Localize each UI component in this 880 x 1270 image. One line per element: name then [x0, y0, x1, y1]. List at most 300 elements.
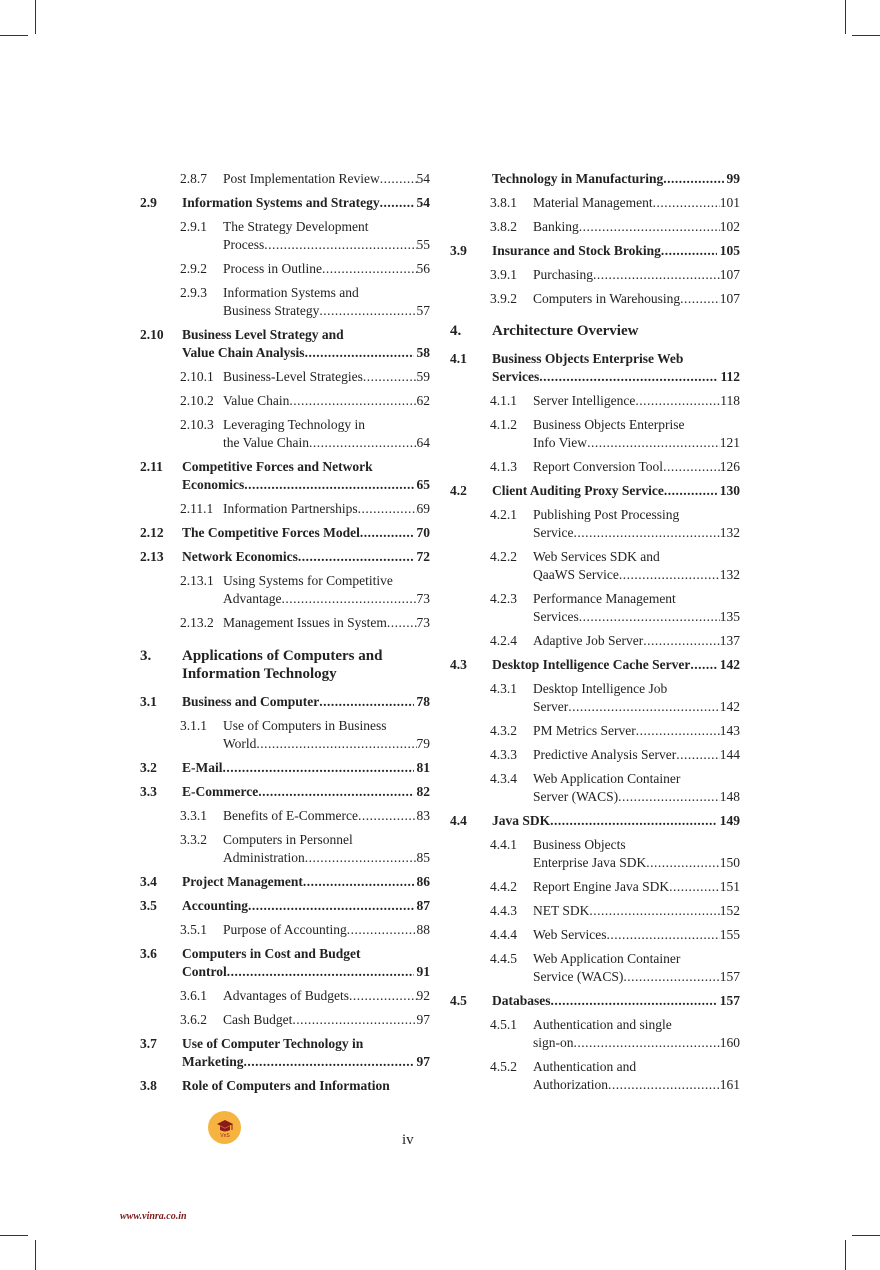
entry-page: 144: [719, 747, 740, 762]
entry-title: Info View: [533, 435, 588, 450]
entry-number: 3.3.1: [180, 808, 207, 823]
toc-subsection[interactable]: [450, 506, 740, 542]
entry-page: 151: [719, 879, 740, 894]
dot-leader: [593, 266, 720, 284]
entry-number: 3.6.1: [180, 988, 207, 1003]
entry-title: Using Systems for Competitive: [223, 573, 393, 588]
entry-title: Post Implementation Review: [223, 171, 380, 186]
entry-number: 4.1.3: [490, 459, 517, 474]
entry-title: Project Management: [182, 874, 303, 889]
entry-number: 2.9: [140, 195, 157, 210]
dot-leader: [358, 807, 417, 825]
entry-title: Predictive Analysis Server: [533, 747, 677, 762]
toc-section[interactable]: [140, 783, 430, 801]
entry-page: 81: [416, 760, 430, 775]
entry-page: 160: [719, 1035, 740, 1050]
toc-section[interactable]: [140, 458, 430, 494]
entry-number: 4.1: [450, 351, 467, 366]
dot-leader: [309, 434, 417, 452]
entry-title: Competitive Forces and Network: [182, 459, 373, 474]
entry-title: Report Engine Java SDK: [533, 879, 670, 894]
entry-title: Management Issues in System: [223, 615, 387, 630]
entry-number: 4.: [450, 323, 462, 339]
dot-leader: [664, 482, 717, 500]
entry-title: Advantage: [223, 591, 282, 606]
entry-title: Services: [492, 369, 540, 384]
entry-page: 56: [416, 261, 430, 276]
toc-subsection[interactable]: [450, 416, 740, 452]
entry-page: 142: [719, 699, 740, 714]
entry-title: Information Technology: [182, 666, 337, 682]
entry-number: 3.1.1: [180, 718, 207, 733]
entry-title: Web Application Container: [533, 771, 681, 786]
toc-subsection[interactable]: [450, 1058, 740, 1094]
entry-title: The Competitive Forces Model: [182, 525, 360, 540]
entry-page: 58: [416, 345, 430, 360]
toc-column-right: [450, 170, 740, 1100]
toc-subsection[interactable]: [140, 218, 430, 254]
dot-leader: [223, 759, 414, 777]
entry-title: Information Systems and: [223, 285, 359, 300]
dot-leader: [635, 392, 720, 410]
toc-subsection[interactable]: [450, 770, 740, 806]
entry-title: Services: [533, 609, 579, 624]
dot-leader: [587, 434, 720, 452]
entry-page: 137: [719, 633, 740, 648]
publisher-logo: [208, 1111, 241, 1144]
entry-page: 148: [719, 789, 740, 804]
dot-leader: [568, 698, 720, 716]
dot-leader: [589, 902, 719, 920]
toc-subsection[interactable]: [450, 902, 740, 920]
dot-leader: [663, 170, 723, 188]
dot-leader: [573, 524, 719, 542]
entry-page: 107: [719, 267, 740, 282]
entry-page: 126: [719, 459, 740, 474]
entry-page: 70: [416, 525, 430, 540]
toc-section[interactable]: [450, 812, 740, 830]
dot-leader: [387, 614, 417, 632]
dot-leader: [669, 878, 720, 896]
entry-number: 2.10.2: [180, 393, 214, 408]
dot-leader: [363, 368, 417, 386]
toc-subsection[interactable]: [450, 590, 740, 626]
footer-url: www.vinra.co.in: [120, 1211, 187, 1222]
entry-title: Control: [182, 964, 227, 979]
dot-leader: [319, 302, 416, 320]
entry-title: Benefits of E-Commerce: [223, 808, 358, 823]
dot-leader: [289, 392, 416, 410]
toc-subsection[interactable]: [140, 170, 430, 188]
entry-number: 2.10.1: [180, 369, 214, 384]
toc-subsection[interactable]: [140, 260, 430, 278]
toc-section[interactable]: [140, 759, 430, 777]
dot-leader: [360, 524, 414, 542]
entry-page: 55: [416, 237, 430, 252]
dot-leader: [663, 458, 720, 476]
entry-title: Server: [533, 699, 569, 714]
entry-number: 3.9.1: [490, 267, 517, 282]
entry-number: [450, 170, 492, 188]
toc-subsection[interactable]: [450, 878, 740, 896]
toc-subsection[interactable]: [140, 614, 430, 632]
entry-title: Process in Outline: [223, 261, 322, 276]
entry-page: 155: [719, 927, 740, 942]
dot-leader: [619, 566, 720, 584]
entry-title: Authentication and: [533, 1059, 637, 1074]
crop-mark: [845, 1240, 846, 1270]
entry-number: 2.13.1: [180, 573, 214, 588]
toc-subsection[interactable]: [450, 632, 740, 650]
entry-title: Business Objects: [533, 837, 626, 852]
entry-number: 4.2: [450, 483, 467, 498]
dot-leader: [646, 854, 720, 872]
toc-section[interactable]: [140, 897, 430, 915]
entry-title: Use of Computer Technology in: [182, 1036, 364, 1051]
crop-mark: [35, 0, 36, 34]
toc-section[interactable]: [450, 170, 740, 188]
entry-page: 130: [719, 483, 740, 498]
entry-title: Business-Level Strategies: [223, 369, 363, 384]
toc-subsection[interactable]: [450, 746, 740, 764]
entry-title: Server Intelligence: [533, 393, 636, 408]
dot-leader: [680, 290, 720, 308]
entry-title: Business Objects Enterprise: [533, 417, 685, 432]
toc-subsection[interactable]: [450, 266, 740, 284]
entry-title: Desktop Intelligence Cache Server: [492, 657, 691, 672]
entry-page: 121: [719, 435, 740, 450]
entry-title: Client Auditing Proxy Service: [492, 483, 664, 498]
dot-leader: [358, 500, 417, 518]
dot-leader: [248, 897, 413, 915]
toc-section[interactable]: [140, 1077, 430, 1095]
dot-leader: [607, 926, 720, 944]
entry-title: the Value Chain: [223, 435, 309, 450]
toc-subsection[interactable]: [140, 392, 430, 410]
entry-page: 105: [719, 243, 740, 258]
entry-title: Desktop Intelligence Job: [533, 681, 668, 696]
entry-title: PM Metrics Server: [533, 723, 636, 738]
entry-page: 87: [416, 898, 430, 913]
entry-number: 4.5.2: [490, 1059, 517, 1074]
entry-number: 4.2.2: [490, 549, 517, 564]
entry-number: 3.9.2: [490, 291, 517, 306]
entry-number: 3.6: [140, 946, 157, 961]
entry-number: 2.11: [140, 459, 163, 474]
dot-leader: [322, 260, 417, 278]
entry-title: Applications of Computers and: [182, 648, 383, 664]
dot-leader: [256, 735, 416, 753]
toc-section[interactable]: [140, 873, 430, 891]
entry-page: 79: [416, 736, 430, 751]
entry-page: 64: [416, 435, 430, 450]
toc-subsection[interactable]: [450, 1016, 740, 1052]
entry-title: Authentication and single: [533, 1017, 672, 1032]
toc-section[interactable]: [140, 524, 430, 542]
entry-title: Publishing Post Processing: [533, 507, 680, 522]
entry-title: Databases: [492, 993, 551, 1008]
entry-title: Information Systems and Strategy: [182, 195, 380, 210]
dot-leader: [244, 1053, 414, 1071]
entry-title: Banking: [533, 219, 579, 234]
entry-number: 4.4.4: [490, 927, 517, 942]
entry-page: 142: [719, 657, 740, 672]
toc-section[interactable]: [140, 194, 430, 212]
graduation-cap-icon: [214, 1117, 236, 1139]
entry-title: Purpose of Accounting: [223, 922, 347, 937]
entry-title: Web Services: [533, 927, 607, 942]
entry-number: 4.3.2: [490, 723, 517, 738]
toc-subsection[interactable]: [450, 290, 740, 308]
entry-title: Performance Management: [533, 591, 676, 606]
dot-leader: [574, 1034, 720, 1052]
entry-number: 2.9.2: [180, 261, 207, 276]
entry-page: 99: [726, 171, 740, 186]
entry-page: 72: [416, 549, 430, 564]
entry-number: 2.9.3: [180, 285, 207, 300]
entry-title: Business Strategy: [223, 303, 320, 318]
toc-subsection[interactable]: [450, 926, 740, 944]
entry-number: 4.4.3: [490, 903, 517, 918]
entry-page: 97: [416, 1054, 430, 1069]
dot-leader: [347, 921, 417, 939]
entry-title: Architecture Overview: [492, 323, 639, 339]
dot-leader: [623, 968, 719, 986]
entry-title: Computers in Cost and Budget: [182, 946, 361, 961]
entry-title: Marketing: [182, 1054, 244, 1069]
toc-section[interactable]: [140, 945, 430, 981]
toc-subsection[interactable]: [140, 921, 430, 939]
entry-number: 3.8: [140, 1078, 157, 1093]
entry-title: Enterprise Java SDK: [533, 855, 647, 870]
dot-leader: [319, 693, 413, 711]
entry-title: Network Economics: [182, 549, 298, 564]
entry-page: 86: [416, 874, 430, 889]
entry-page: 118: [720, 393, 740, 408]
entry-number: 4.1.1: [490, 393, 517, 408]
entry-number: 4.3.3: [490, 747, 517, 762]
dot-leader: [579, 218, 720, 236]
entry-page: 107: [719, 291, 740, 306]
toc-subsection[interactable]: [450, 458, 740, 476]
entry-number: 3.2: [140, 760, 157, 775]
entry-title: Leveraging Technology in: [223, 417, 366, 432]
entry-number: 2.13.2: [180, 615, 214, 630]
entry-number: 2.8.7: [180, 171, 207, 186]
toc-section[interactable]: [140, 693, 430, 711]
entry-number: 4.3.4: [490, 771, 517, 786]
toc-subsection[interactable]: [140, 500, 430, 518]
entry-number: 3.8.1: [490, 195, 517, 210]
entry-number: 2.12: [140, 525, 164, 540]
entry-number: 3.7: [140, 1036, 157, 1051]
entry-number: 4.3.1: [490, 681, 517, 696]
toc-section[interactable]: [450, 992, 740, 1010]
entry-title: Accounting: [182, 898, 249, 913]
entry-page: 54: [416, 171, 430, 186]
toc-subsection[interactable]: [450, 548, 740, 584]
entry-title: E-Commerce: [182, 784, 259, 799]
entry-title: Computers in Warehousing: [533, 291, 681, 306]
entry-title: Web Application Container: [533, 951, 681, 966]
entry-title: Advantages of Budgets: [223, 988, 349, 1003]
toc-subsection[interactable]: [140, 987, 430, 1005]
entry-title: Material Management: [533, 195, 653, 210]
dot-leader: [380, 170, 417, 188]
entry-title: Purchasing: [533, 267, 593, 282]
entry-page: 73: [416, 615, 430, 630]
entry-title: Information Partnerships: [223, 501, 358, 516]
entry-title: Web Services SDK and: [533, 549, 660, 564]
entry-title: Insurance and Stock Broking: [492, 243, 661, 258]
toc-subsection[interactable]: [140, 572, 430, 608]
toc-subsection[interactable]: [450, 950, 740, 986]
dot-leader: [539, 368, 717, 386]
dot-leader: [227, 963, 414, 981]
toc-subsection[interactable]: [450, 722, 740, 740]
entry-page: 132: [719, 567, 740, 582]
dot-leader: [281, 590, 416, 608]
entry-page: 157: [719, 969, 740, 984]
dot-leader: [661, 242, 717, 260]
toc-column-left: [140, 170, 430, 1101]
entry-number: 4.2.4: [490, 633, 517, 648]
entry-title: sign-on: [533, 1035, 574, 1050]
entry-page: 73: [416, 591, 430, 606]
dot-leader: [264, 236, 416, 254]
crop-mark: [35, 1240, 36, 1270]
dot-leader: [303, 873, 414, 891]
entry-number: 3.5: [140, 898, 157, 913]
toc-chapter[interactable]: [140, 647, 430, 683]
entry-title: Adaptive Job Server: [533, 633, 644, 648]
entry-page: 69: [416, 501, 430, 516]
dot-leader: [349, 987, 417, 1005]
entry-page: 82: [416, 784, 430, 799]
entry-title: E-Mail: [182, 760, 223, 775]
dot-leader: [380, 194, 414, 212]
entry-number: 2.13: [140, 549, 164, 564]
entry-title: Role of Computers and Information: [182, 1078, 390, 1093]
entry-title: NET SDK: [533, 903, 590, 918]
entry-page: 54: [416, 195, 430, 210]
entry-page: 85: [416, 850, 430, 865]
entry-title: Administration: [223, 850, 305, 865]
entry-number: 3.5.1: [180, 922, 207, 937]
toc-section[interactable]: [450, 656, 740, 674]
svg-text:VnS: VnS: [219, 1132, 230, 1139]
crop-mark: [0, 1235, 28, 1236]
toc-section[interactable]: [140, 326, 430, 362]
dot-leader: [676, 746, 720, 764]
entry-number: 3.8.2: [490, 219, 517, 234]
dot-leader: [305, 849, 417, 867]
entry-title: Business and Computer: [182, 694, 320, 709]
entry-page: 112: [720, 369, 740, 384]
entry-page: 161: [719, 1077, 740, 1092]
entry-page: 88: [416, 922, 430, 937]
dot-leader: [636, 722, 720, 740]
toc-chapter[interactable]: [450, 322, 740, 340]
entry-title: The Strategy Development: [223, 219, 369, 234]
crop-mark: [852, 1235, 880, 1236]
entry-number: 4.3: [450, 657, 467, 672]
toc-subsection[interactable]: [450, 218, 740, 236]
toc-section[interactable]: [140, 1035, 430, 1071]
dot-leader: [258, 783, 413, 801]
dot-leader: [618, 788, 720, 806]
toc-subsection[interactable]: [450, 194, 740, 212]
toc-subsection[interactable]: [140, 1011, 430, 1029]
toc-section[interactable]: [450, 242, 740, 260]
entry-number: 4.4.2: [490, 879, 517, 894]
toc-subsection[interactable]: [450, 836, 740, 872]
toc-subsection[interactable]: [140, 717, 430, 753]
entry-page: 92: [416, 988, 430, 1003]
toc-section[interactable]: [450, 350, 740, 386]
entry-number: 4.2.1: [490, 507, 517, 522]
entry-number: 3.1: [140, 694, 157, 709]
toc-subsection[interactable]: [450, 680, 740, 716]
toc-section[interactable]: [450, 482, 740, 500]
toc-subsection[interactable]: [450, 392, 740, 410]
entry-title: Business Objects Enterprise Web: [492, 351, 684, 366]
dot-leader: [298, 548, 414, 566]
entry-number: 4.5.1: [490, 1017, 517, 1032]
entry-page: 62: [416, 393, 430, 408]
entry-number: 4.4.1: [490, 837, 517, 852]
entry-title: Computers in Personnel: [223, 832, 353, 847]
toc-subsection[interactable]: [140, 831, 430, 867]
toc-subsection[interactable]: [140, 284, 430, 320]
entry-number: 4.2.3: [490, 591, 517, 606]
entry-title: QaaWS Service: [533, 567, 619, 582]
entry-page: 157: [719, 993, 740, 1008]
entry-title: Economics: [182, 477, 245, 492]
toc-section[interactable]: [140, 548, 430, 566]
entry-page: 135: [719, 609, 740, 624]
entry-page: 132: [719, 525, 740, 540]
dot-leader: [244, 476, 413, 494]
crop-mark: [0, 35, 28, 36]
entry-page: 101: [719, 195, 740, 210]
toc-subsection[interactable]: [140, 416, 430, 452]
dot-leader: [292, 1011, 416, 1029]
entry-title: Report Conversion Tool: [533, 459, 664, 474]
entry-title: Service (WACS): [533, 969, 624, 984]
entry-title: Value Chain Analysis: [182, 345, 305, 360]
dot-leader: [653, 194, 720, 212]
toc-subsection[interactable]: [140, 368, 430, 386]
entry-number: 2.11.1: [180, 501, 214, 516]
crop-mark: [845, 0, 846, 34]
entry-number: 3.4: [140, 874, 157, 889]
entry-number: 3.3.2: [180, 832, 207, 847]
entry-title: Java SDK: [492, 813, 551, 828]
toc-subsection[interactable]: [140, 807, 430, 825]
entry-page: 91: [416, 964, 430, 979]
entry-number: 4.1.2: [490, 417, 517, 432]
entry-title: Value Chain: [223, 393, 290, 408]
dot-leader: [305, 344, 414, 362]
entry-page: 97: [416, 1012, 430, 1027]
entry-title: Process: [223, 237, 265, 252]
entry-number: 3.: [140, 648, 152, 664]
entry-title: Service: [533, 525, 574, 540]
dot-leader: [643, 632, 720, 650]
entry-title: Server (WACS): [533, 789, 619, 804]
page-number: iv: [402, 1132, 414, 1148]
